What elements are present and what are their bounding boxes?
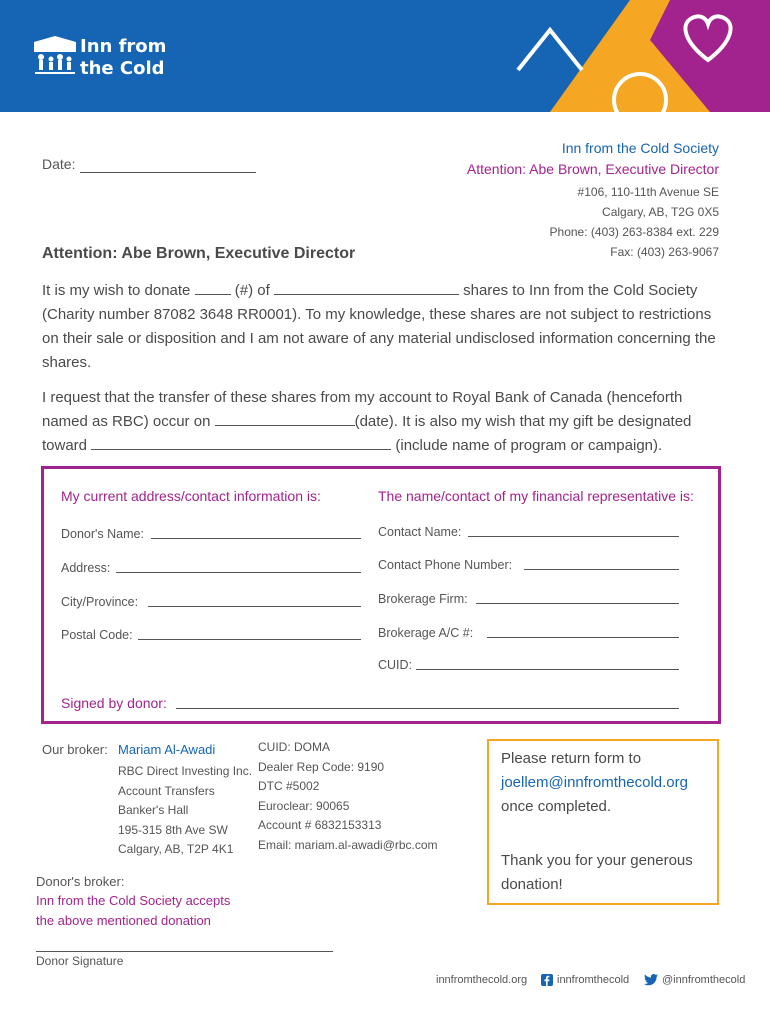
attention-heading: Attention: Abe Brown, Executive Director (42, 245, 356, 262)
signed-by-donor-line[interactable] (176, 708, 679, 709)
broker-code: Dealer Rep Code: 9190 (258, 759, 385, 774)
facebook-icon (541, 974, 553, 986)
program-line[interactable] (91, 449, 391, 450)
contact-info-box (41, 466, 721, 724)
brokerage-ac-label: Brokerage A/C #: (378, 626, 474, 640)
return-line1: Please return form to (501, 750, 642, 767)
p1-part1: It is my wish to donate (42, 282, 191, 299)
broker-line: Account Transfers (118, 783, 215, 798)
org-phone: Phone: (403) 263-8384 ext. 229 (549, 225, 719, 239)
donor-name-line[interactable] (151, 538, 361, 539)
header-decoration-icon (470, 0, 770, 112)
org-address2: Calgary, AB, T2G 0X5 (602, 205, 719, 219)
p1-part3: shares to Inn from the Cold Society (Charity number 87082 3648 RR0001). To my knowledge, these shares are not subject to restrictions on their sale or disposition and I am not aware of any material undisclosed information concerning the shares. (42, 282, 716, 371)
org-fax: Fax: (403) 263-9067 (610, 245, 719, 259)
footer-website[interactable]: innfromthecold.org (436, 974, 528, 986)
org-address1: #106, 110-11th Avenue SE (577, 185, 719, 199)
contact-phone-label: Contact Phone Number: (378, 558, 513, 572)
contact-name-line[interactable] (468, 536, 679, 537)
return-form-box (487, 739, 719, 905)
transfer-date-line[interactable] (215, 425, 355, 426)
twitter-icon (644, 974, 658, 986)
return-email-link[interactable]: joellem@innfromthecold.org (501, 774, 688, 791)
brokerage-firm-line[interactable] (476, 603, 679, 604)
share-count-line[interactable] (195, 294, 231, 295)
org-name: Inn from the Cold Society (561, 140, 719, 156)
contact-phone-line[interactable] (524, 569, 679, 570)
broker-line: RBC Direct Investing Inc. (118, 764, 253, 778)
broker-line: Calgary, AB, T2P 4K1 (118, 842, 234, 856)
transfer-paragraph (42, 386, 732, 458)
donor-signature-label: Donor Signature (36, 954, 124, 968)
address-line[interactable] (116, 572, 361, 573)
postal-code-line[interactable] (138, 639, 361, 640)
accept-line2: the above mentioned donation (36, 912, 211, 928)
date-label: Date: (42, 156, 76, 172)
right-heading: The name/contact of my financial representative is: (378, 488, 694, 504)
logo-line1: Inn from (80, 36, 167, 57)
thank-you-text: Thank you for your generous donation! (501, 852, 693, 893)
broker-code: Account # 6832153313 (258, 818, 382, 832)
brokerage-ac-line[interactable] (487, 637, 679, 638)
cuid-label: CUID: (378, 658, 413, 672)
donor-signature-line[interactable] (36, 951, 333, 952)
contact-name-label: Contact Name: (378, 525, 462, 539)
p2-part3: (include name of program or campaign). (395, 437, 663, 454)
donor-name-label: Donor's Name: (61, 527, 144, 541)
donation-paragraph (42, 279, 732, 375)
accept-line1: Inn from the Cold Society accepts (36, 893, 231, 908)
left-heading: My current address/contact information is: (61, 488, 321, 504)
broker-address (118, 762, 252, 860)
address-label: Address: (61, 561, 111, 575)
p2-part2: (date). It is also my wish that my gift be designated toward (42, 413, 692, 454)
return-line2: once completed. (501, 798, 612, 815)
date-input-line[interactable] (80, 172, 256, 173)
p1-part2: (#) of (234, 282, 270, 299)
p2-part1: I request that the transfer of these shares from my account to Royal Bank of Canada (henceforth named as RBC) occur on (42, 389, 683, 430)
organization-address-block (467, 138, 719, 262)
donor-broker-label: Donor's broker: (36, 874, 125, 889)
city-province-line[interactable] (148, 606, 361, 607)
city-province-label: City/Province: (61, 595, 139, 609)
header-banner (0, 0, 770, 112)
broker-code: DTC #5002 (258, 779, 320, 793)
broker-line: 195-315 8th Ave SW (118, 822, 228, 837)
broker-line: Banker's Hall (118, 803, 189, 817)
broker-codes (258, 738, 438, 855)
footer-facebook[interactable] (541, 974, 629, 986)
our-broker-label: Our broker: (42, 742, 108, 757)
org-attention: Attention: Abe Brown, Executive Director (466, 161, 719, 177)
broker-code: Euroclear: 90065 (258, 798, 350, 813)
logo-text (80, 36, 166, 80)
footer-twitter[interactable] (644, 974, 745, 986)
donor-broker-accept (36, 891, 230, 930)
broker-name: Mariam Al-Awadi (118, 742, 216, 757)
logo-line2: the Cold (80, 58, 165, 79)
broker-code: Email: mariam.al-awadi@rbc.com (258, 837, 438, 852)
facebook-handle: innfromthecold (557, 974, 630, 986)
brokerage-firm-label: Brokerage Firm: (378, 592, 468, 606)
share-name-line[interactable] (274, 294, 459, 295)
cuid-line[interactable] (416, 669, 679, 670)
signed-by-donor-label: Signed by donor: (61, 695, 167, 711)
postal-code-label: Postal Code: (61, 628, 133, 642)
broker-code: CUID: DOMA (258, 740, 330, 754)
inn-from-the-cold-logo-icon (33, 34, 77, 78)
twitter-handle: @innfromthecold (662, 974, 746, 986)
